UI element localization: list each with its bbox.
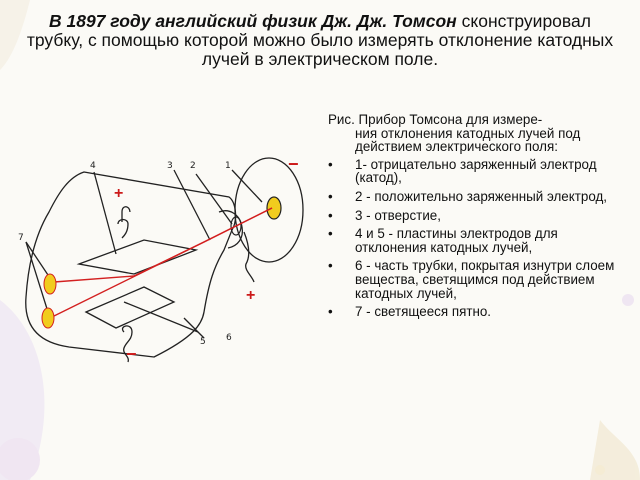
glow-spot-upper (44, 274, 56, 294)
label-5: 5 (200, 337, 206, 347)
cathode-disc (267, 197, 281, 219)
thomson-tube-diagram (14, 142, 312, 374)
title-emphasis: В 1897 году английский физик Дж. Дж. Томсон (49, 11, 457, 31)
title-rest: сконструировал трубку, с помощью которой можно было измерять отклонение катодных лучей в электрическом поле. (26, 11, 614, 69)
upper-terminal (118, 207, 130, 238)
caption-lead-first: Рис. Прибор Томсона для измере- (328, 112, 543, 127)
legend-item: • 3 - отверстие, (328, 209, 618, 223)
slide-title (22, 12, 618, 69)
legend-item: • 6 - часть трубки, покрытая изнутри слоем вещества, светящимся под действием катодных лучей, (328, 259, 618, 300)
minus-sign-cathode: − (288, 154, 299, 174)
anode-rod (244, 232, 254, 282)
legend-item: • 2 - положительно заряженный электрод, (328, 190, 618, 204)
plus-sign-anode: + (246, 287, 256, 304)
caption-lead (328, 113, 618, 154)
tube-body (26, 172, 236, 357)
label-7: 7 (18, 233, 24, 243)
glow-spot-lower (42, 308, 54, 328)
legend-item: • 1- отрицательно заряженный электрод (катод), (328, 158, 618, 185)
label-4: 4 (90, 161, 96, 171)
label-2: 2 (190, 161, 196, 171)
caption-lead-rest: ния отклонения катодных лучей под действием электрического поля: (355, 125, 581, 155)
label-6: 6 (226, 333, 232, 343)
legend-list (328, 158, 618, 319)
legend-item: • 4 и 5 - пластины электродов для отклонения катодных лучей, (328, 227, 618, 254)
plate-4 (79, 240, 196, 274)
plus-sign-upper: + (114, 185, 124, 202)
minus-sign-lower: − (126, 344, 137, 364)
label-3: 3 (167, 161, 173, 171)
label-1: 1 (225, 161, 231, 171)
figure-caption (328, 113, 618, 324)
legend-item: • 7 - светящееся пятно. (328, 305, 618, 319)
